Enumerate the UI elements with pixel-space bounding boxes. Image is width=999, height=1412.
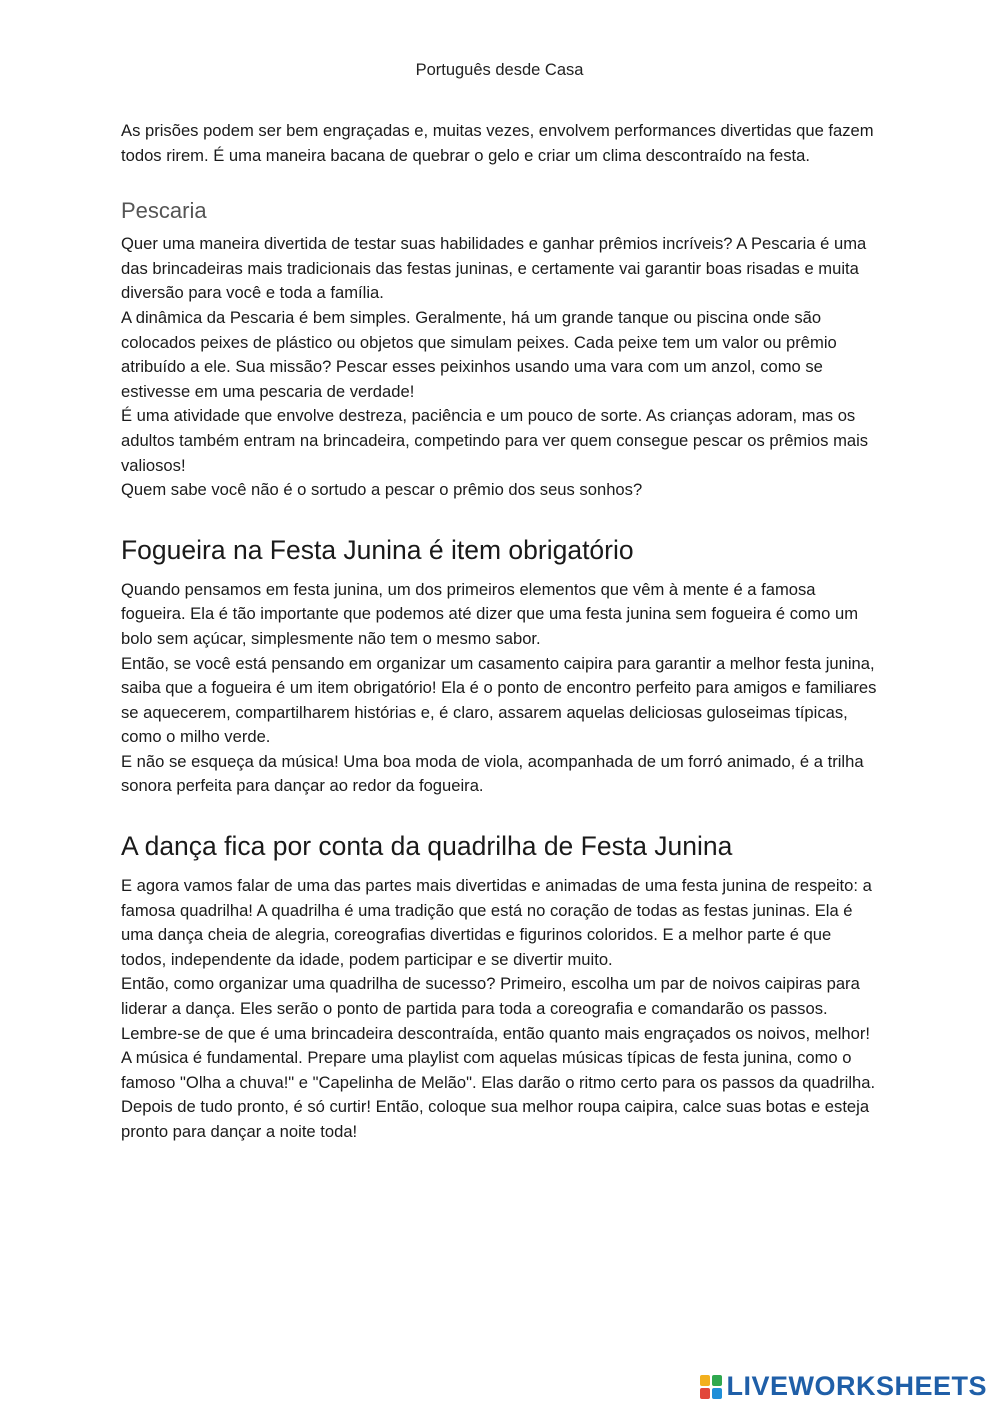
pescaria-paragraph-3: É uma atividade que envolve destreza, paciência e um pouco de sorte. As crianças adoram, mas os adultos também entram na brincadeira, competindo para ver quem consegue pescar os prêmios mais valiosos! [121,406,869,475]
fogueira-paragraph-2: Então, se você está pensando em organizar um casamento caipira para garantir a melhor festa junina, saiba que a fogueira é um item obrigatório! Ela é o ponto de encontro perfeito para amigos e familiares se aquecerem, compartilharem histórias e, é claro, assarem aquelas deliciosas guloseimas típicas, como o milho verde. [121,653,877,747]
logo-square-2 [712,1375,722,1386]
pescaria-heading: Pescaria [121,198,207,224]
liveworksheets-brand[interactable] [700,1371,987,1402]
pescaria-paragraph-1: Quer uma maneira divertida de testar suas habilidades e ganhar prêmios incríveis? A Pescaria é uma das brincadeiras mais tradicionais das festas juninas, e certamente vai garantir boas risadas e muita diversão para você e toda a família. [121,234,867,303]
fogueira-paragraph-3: E não se esqueça da música! Uma boa moda de viola, acompanhada de um forró animado, é a trilha sonora perfeita para dançar ao redor da fogueira. [121,751,864,796]
fogueira-heading: Fogueira na Festa Junina é item obrigatório [121,534,634,565]
logo-square-1 [700,1375,710,1386]
intro-paragraph: As prisões podem ser bem engraçadas e, muitas vezes, envolvem performances divertidas que fazem todos rirem. É uma maneira bacana de quebrar o gelo e criar um clima descontraído na festa. [121,121,874,165]
fogueira-paragraph-1: Quando pensamos em festa junina, um dos primeiros elementos que vêm à mente é a famosa fogueira. Ela é tão importante que podemos até dizer que uma festa junina sem fogueira é como um bolo sem açúcar, simplesmente não tem o mesmo sabor. [121,579,859,648]
quadrilha-heading: A dança fica por conta da quadrilha de Festa Junina [121,831,733,862]
liveworksheets-logo-icon [700,1375,722,1399]
quadrilha-paragraph-3: A música é fundamental. Prepare uma playlist com aquelas músicas típicas de festa junina, como o famoso "Olha a chuva!" e "Capelinha de Melão". Elas darão o ritmo certo para os passos da quadrilha. [121,1048,876,1092]
logo-square-3 [700,1388,710,1399]
quadrilha-paragraph-2: Então, como organizar uma quadrilha de sucesso? Primeiro, escolha um par de noivos caipiras para liderar a dança. Eles serão o ponto de partida para toda a coreografia e comandarão os passos. Lembre-se de que é uma brincadeira descontraída, então quanto mais engraçados os noivos, melhor! [121,974,871,1043]
document-body [121,119,881,1145]
quadrilha-paragraph-1: E agora vamos falar de uma das partes mais divertidas e animadas de uma festa junina de respeito: a famosa quadrilha! A quadrilha é uma tradição que está no coração de todas as festas juninas. Ela é uma dança cheia de alegria, coreografias divertidas e figurinos coloridos. E a melhor parte é que todos, independente da idade, podem participar e se divertir muito. [121,876,872,969]
quadrilha-paragraph-4: Depois de tudo pronto, é só curtir! Então, coloque sua melhor roupa caipira, calce suas botas e esteja pronto para dançar a noite toda! [121,1097,870,1141]
logo-square-4 [712,1388,722,1399]
page-header-title: Português desde Casa [415,61,584,79]
liveworksheets-wordmark: LIVEWORKSHEETS [726,1371,987,1401]
pescaria-paragraph-2: A dinâmica da Pescaria é bem simples. Geralmente, há um grande tanque ou piscina onde são colocados peixes de plástico ou objetos que simulam peixes. Cada peixe tem um valor ou prêmio atribuído a ele. Sua missão? Pescar esses peixinhos usando uma vara com um anzol, como se estivesse em uma pescaria de verdade! [121,307,837,401]
pescaria-paragraph-4: Quem sabe você não é o sortudo a pescar o prêmio dos seus sonhos? [121,480,643,500]
